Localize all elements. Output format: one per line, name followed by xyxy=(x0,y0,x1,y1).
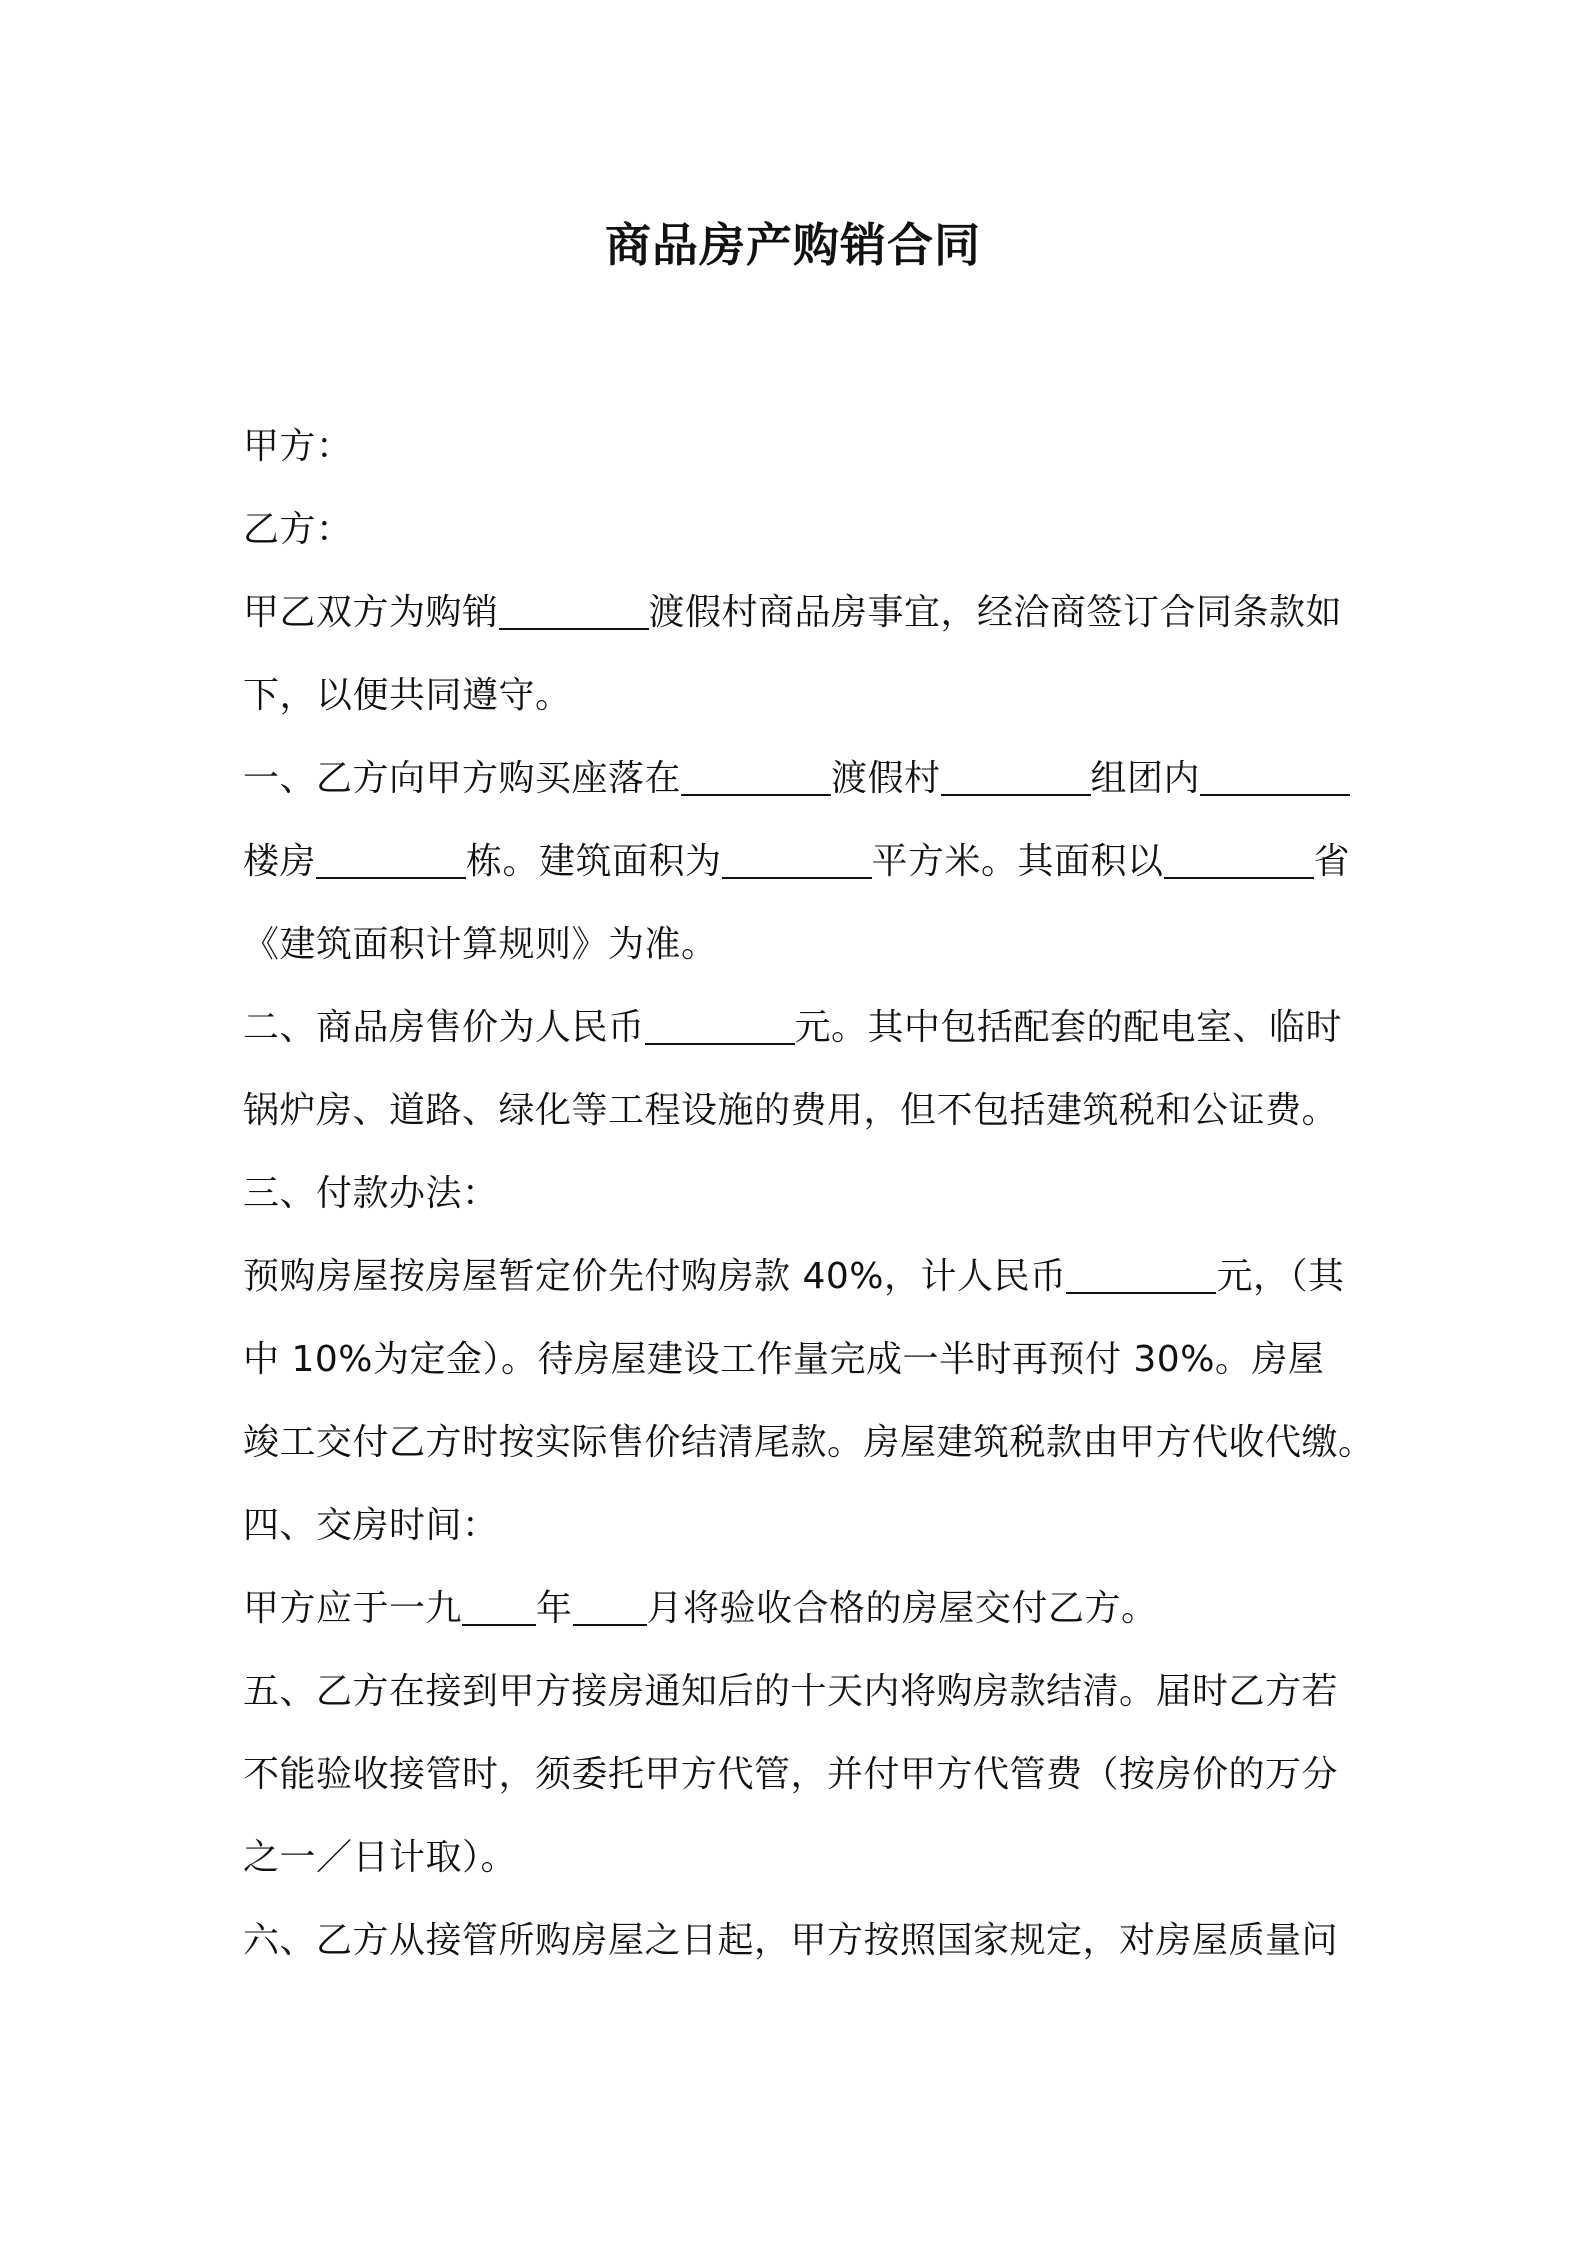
preamble-line xyxy=(243,654,1373,737)
blank-field xyxy=(941,758,1091,796)
clause-1-line xyxy=(243,737,1373,820)
clause-1-line xyxy=(243,820,1373,903)
blank-field xyxy=(462,1588,536,1626)
text-segment: 五、乙方在接到甲方接房通知后的十天内将购房款结清。届时乙方若 xyxy=(243,1671,1339,1712)
clause-6-line xyxy=(243,1899,1373,1982)
text-segment: 甲方： xyxy=(243,426,353,467)
blank-field xyxy=(722,841,872,879)
blank-field xyxy=(499,592,649,630)
blank-field xyxy=(681,758,831,796)
text-segment: 预购房屋按房屋暂定价先付购房款 40%，计人民币 xyxy=(243,1256,1067,1297)
blank-field xyxy=(573,1588,647,1626)
text-segment: 组团内 xyxy=(1090,758,1201,799)
text-segment: 省 xyxy=(1313,841,1351,882)
text-segment: 中 10%为定金）。待房屋建设工作量完成一半时再预付 30%。房屋 xyxy=(243,1339,1325,1380)
clause-3-line xyxy=(243,1235,1373,1318)
text-segment: 平方米。其面积以 xyxy=(871,841,1164,882)
blank-field xyxy=(1164,841,1314,879)
text-segment: 三、付款办法： xyxy=(243,1173,499,1214)
text-segment: 月将验收合格的房屋交付乙方。 xyxy=(646,1588,1158,1629)
text-segment: 元。其中包括配套的配电室、临时 xyxy=(794,1007,1343,1048)
clause-2-line xyxy=(243,986,1373,1069)
text-segment: 之一／日计取）。 xyxy=(243,1837,518,1878)
text-segment: 《建筑面积计算规则》为准。 xyxy=(243,924,718,965)
clause-4-heading xyxy=(243,1484,1373,1567)
text-segment: 年 xyxy=(536,1588,573,1629)
text-segment: 甲方应于一九 xyxy=(243,1588,463,1629)
text-segment: 栋。建筑面积为 xyxy=(466,841,722,882)
clause-5-line xyxy=(243,1816,1373,1899)
blank-field xyxy=(316,841,466,879)
clause-3-line xyxy=(243,1401,1373,1484)
text-segment: 渡假村商品房事宜，经洽商签订合同条款如 xyxy=(648,592,1343,633)
text-segment: 锅炉房、道路、绿化等工程设施的费用，但不包括建筑税和公证费。 xyxy=(243,1090,1339,1131)
clause-3-heading xyxy=(243,1152,1373,1235)
clause-5-line xyxy=(243,1733,1373,1816)
text-segment: 楼房 xyxy=(243,841,317,882)
text-segment: 竣工交付乙方时按实际售价结清尾款。房屋建筑税款由甲方代收代缴。 xyxy=(243,1422,1375,1463)
clause-4-line xyxy=(243,1567,1373,1650)
text-segment: 四、交房时间： xyxy=(243,1505,499,1546)
party-b-line xyxy=(243,488,1373,571)
preamble-line xyxy=(243,571,1373,654)
text-segment: 渡假村 xyxy=(831,758,941,799)
clause-3-line xyxy=(243,1318,1373,1401)
text-segment: 二、商品房售价为人民币 xyxy=(243,1007,645,1048)
text-segment: 不能验收接管时，须委托甲方代管，并付甲方代管费（按房价的万分 xyxy=(243,1754,1339,1795)
clause-5-line xyxy=(243,1650,1373,1733)
document-body xyxy=(243,405,1373,1982)
clause-2-line xyxy=(243,1069,1373,1152)
clause-1-line xyxy=(243,903,1373,986)
text-segment: 乙方： xyxy=(243,509,353,550)
text-segment: 下，以便共同遵守。 xyxy=(243,675,572,716)
document-title: 商品房产购销合同 xyxy=(605,218,981,272)
party-a-line xyxy=(243,405,1373,488)
blank-field xyxy=(1200,758,1350,796)
blank-field xyxy=(1066,1256,1216,1294)
text-segment: 元，（其 xyxy=(1216,1256,1345,1297)
blank-field xyxy=(645,1007,795,1045)
text-segment: 甲乙双方为购销 xyxy=(243,592,499,633)
text-segment: 六、乙方从接管所购房屋之日起，甲方按照国家规定，对房屋质量问 xyxy=(243,1920,1339,1961)
text-segment: 一、乙方向甲方购买座落在 xyxy=(243,758,682,799)
